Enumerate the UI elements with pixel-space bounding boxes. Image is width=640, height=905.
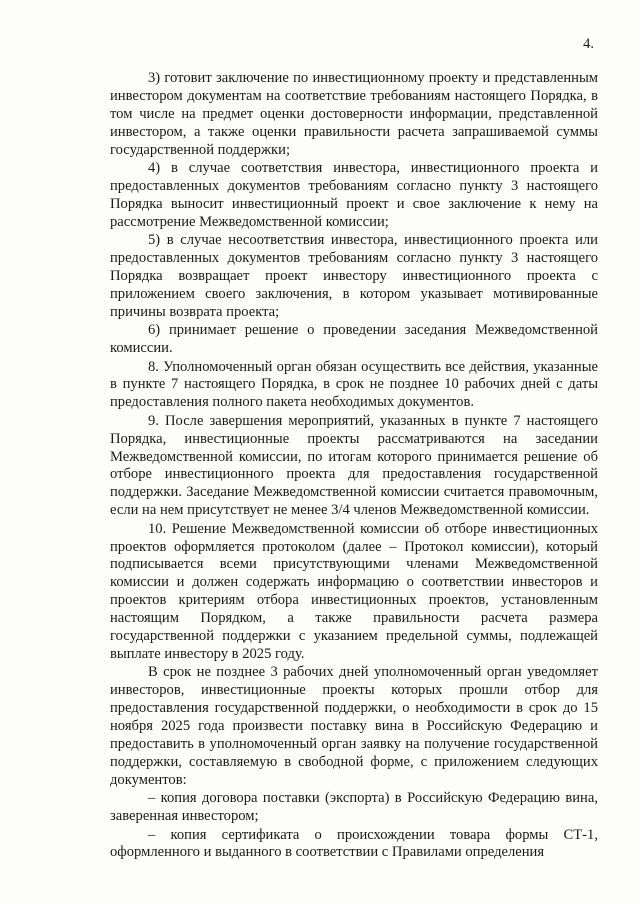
paragraph-item-5: 5) в случае несоответствия инвестора, инвестиционного проекта или предоставленных документов требованиям согласно пункту 3 настоящего Порядка возвращает проект инвестору инвестиционного проекта с приложением своего заключения, в котором указывает мотивированные причины возврата проекта; — [110, 232, 598, 320]
paragraph-clause-9: 9. После завершения мероприятий, указанных в пункте 7 настоящего Порядка, инвестиционные проекты рассматриваются на заседании Межведомственной комиссии, по итогам которого принимается решение об отборе инвестиционного проекта для предоставления государственной поддержки. Заседание Межведомственной комиссии считается правомочным, если на нем присутствует не менее 3/4 членов Межведомственной комиссии. — [110, 412, 598, 519]
paragraph-item-6: 6) принимает решение о проведении заседания Межведомственной комиссии. — [110, 322, 598, 357]
document-body — [110, 70, 598, 863]
paragraph-item-4: 4) в случае соответствия инвестора, инвестиционного проекта и предоставленных документов требованиям согласно пункту 3 настоящего Порядка выносит инвестиционный проект и свое заключение к нему на рассмотрение Межведомственной комиссии; — [110, 160, 598, 230]
paragraph-doc-certificate: – копия сертификата о происхождении товара формы СТ-1, оформленного и выданного в соответствии с Правилами определения — [110, 826, 598, 861]
paragraph-notification: В срок не позднее 3 рабочих дней уполномоченный орган уведомляет инвесторов, инвестиционные проекты которых прошли отбор для предоставления государственной поддержки, о необходимости в срок до 15 ноября 2025 года произвести поставку вина в Российскую Федерацию и предоставить в уполномоченный орган заявку на получение государственной поддержки, составляемую в свободной форме, с приложением следующих документов: — [110, 664, 598, 788]
page-number: 4. — [583, 36, 594, 52]
paragraph-clause-8: 8. Уполномоченный орган обязан осуществить все действия, указанные в пункте 7 настоящего Порядка, в срок не позднее 10 рабочих дней с даты предоставления полного пакета необходимых документов. — [110, 358, 598, 411]
paragraph-clause-10: 10. Решение Межведомственной комиссии об отборе инвестиционных проектов оформляется протоколом (далее – Протокол комиссии), который подписывается всеми присутствующими членами Межведомственной комиссии и должен содержать информацию о соответствии инвесторов и проектов критериям отбора инвестиционных проектов, установленным настоящим Порядком, а также правильности расчета размера государственной поддержки с указанием предельной суммы, подлежащей выплате инвестору в 2025 году. — [110, 520, 598, 662]
paragraph-doc-contract: – копия договора поставки (экспорта) в Российскую Федерацию вина, заверенная инвестором; — [110, 790, 598, 825]
paragraph-item-3: 3) готовит заключение по инвестиционному проекту и представленным инвестором документам на соответствие требованиям настоящего Порядка, в том числе на предмет оценки достоверности информации, представленной инвестором, а также оценки правильности расчета запрашиваемой суммы государственной поддержки; — [110, 70, 598, 158]
